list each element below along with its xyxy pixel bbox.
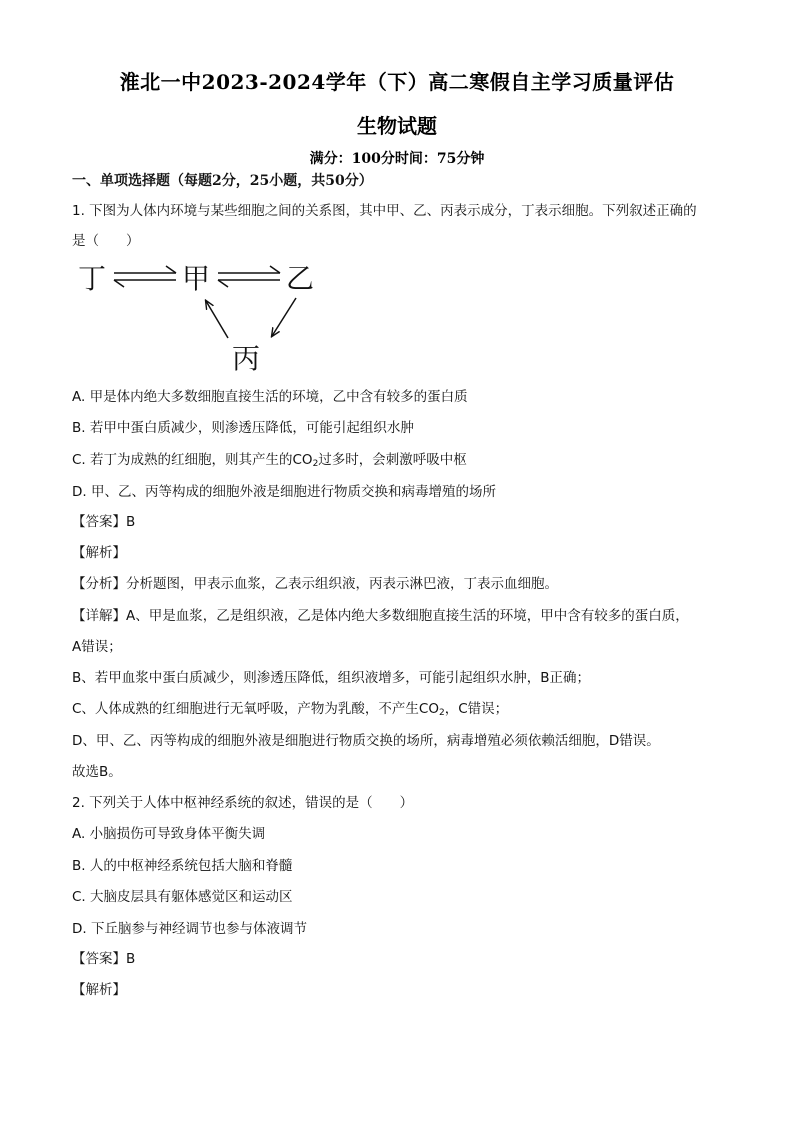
diagram-label-ding: 丁 — [78, 262, 107, 295]
q1-analysis-label: 【解析】 — [72, 545, 126, 561]
subject-title: 生物试题 — [357, 114, 437, 138]
q1-option-d: D. 甲、乙、丙等构成的细胞外液是细胞进行物质交换和病毒增殖的场所 — [72, 484, 496, 500]
q2-option-d: D. 下丘脑参与神经调节也参与体液调节 — [72, 921, 307, 937]
exam-title: 淮北一中2023-2024学年（下）高二寒假自主学习质量评估 — [119, 70, 675, 94]
q2-option-b: B. 人的中枢神经系统包括大脑和脊髓 — [72, 858, 293, 874]
equilibrium-arrow-ding-jia — [114, 266, 176, 287]
q1-detail-line1: 【详解】A、甲是血浆，乙是组织液，乙是体内绝大多数细胞直接生活的环境，甲中含有较多的蛋白质， — [72, 608, 689, 624]
section-heading: 一、单项选择题（每题2分，25小题，共50分） — [72, 173, 373, 189]
exam-meta: 满分：100分时间：75分钟 — [309, 151, 485, 167]
q1-detail-d: D、甲、乙、丙等构成的细胞外液是细胞进行物质交换的场所，病毒增殖必须依赖活细胞，D错误。 — [72, 733, 660, 749]
q2-option-c: C. 大脑皮层具有躯体感觉区和运动区 — [72, 889, 293, 905]
q1-conclusion: 故选B。 — [72, 764, 122, 780]
q1-stem-line1: 1. 下图为人体内环境与某些细胞之间的关系图，其中甲、乙、丙表示成分，丁表示细胞。下列叙述正确的 — [72, 203, 697, 219]
arrow-yi-to-bing — [272, 298, 296, 336]
q2-analysis-label: 【解析】 — [72, 982, 126, 998]
q1-answer: 【答案】B — [72, 514, 136, 530]
arrow-bing-to-jia — [206, 301, 228, 338]
q2-stem: 2. 下列关于人体中枢神经系统的叙述，错误的是（ ） — [72, 795, 414, 811]
diagram-label-yi: 乙 — [286, 262, 315, 295]
q1-detail-line2: A错误； — [72, 639, 122, 655]
q1-relationship-diagram — [78, 256, 328, 378]
q1-option-a: A. 甲是体内绝大多数细胞直接生活的环境，乙中含有较多的蛋白质 — [72, 389, 468, 405]
q1-detail-c: C、人体成熟的红细胞进行无氧呼吸，产物为乳酸，不产生$CO_2$，C错误； — [72, 701, 509, 718]
q2-option-a: A. 小脑损伤可导致身体平衡失调 — [72, 826, 266, 842]
diagram-label-bing: 丙 — [232, 342, 261, 375]
q1-fenxi: 【分析】分析题图，甲表示血浆，乙表示组织液，丙表示淋巴液，丁表示血细胞。 — [72, 576, 558, 592]
q1-stem-line2: 是（ ） — [72, 233, 140, 249]
q2-answer: 【答案】B — [72, 951, 136, 967]
q1-detail-b: B、若甲血浆中蛋白质减少，则渗透压降低，组织液增多，可能引起组织水肿，B正确； — [72, 670, 591, 686]
equilibrium-arrow-jia-yi — [218, 266, 280, 287]
q1-option-c: C. 若丁为成熟的红细胞，则其产生的$CO_2$过多时，会刺激呼吸中枢 — [72, 452, 467, 469]
q1-option-b: B. 若甲中蛋白质减少，则渗透压降低，可能引起组织水肿 — [72, 420, 414, 436]
diagram-label-jia: 甲 — [182, 262, 211, 295]
